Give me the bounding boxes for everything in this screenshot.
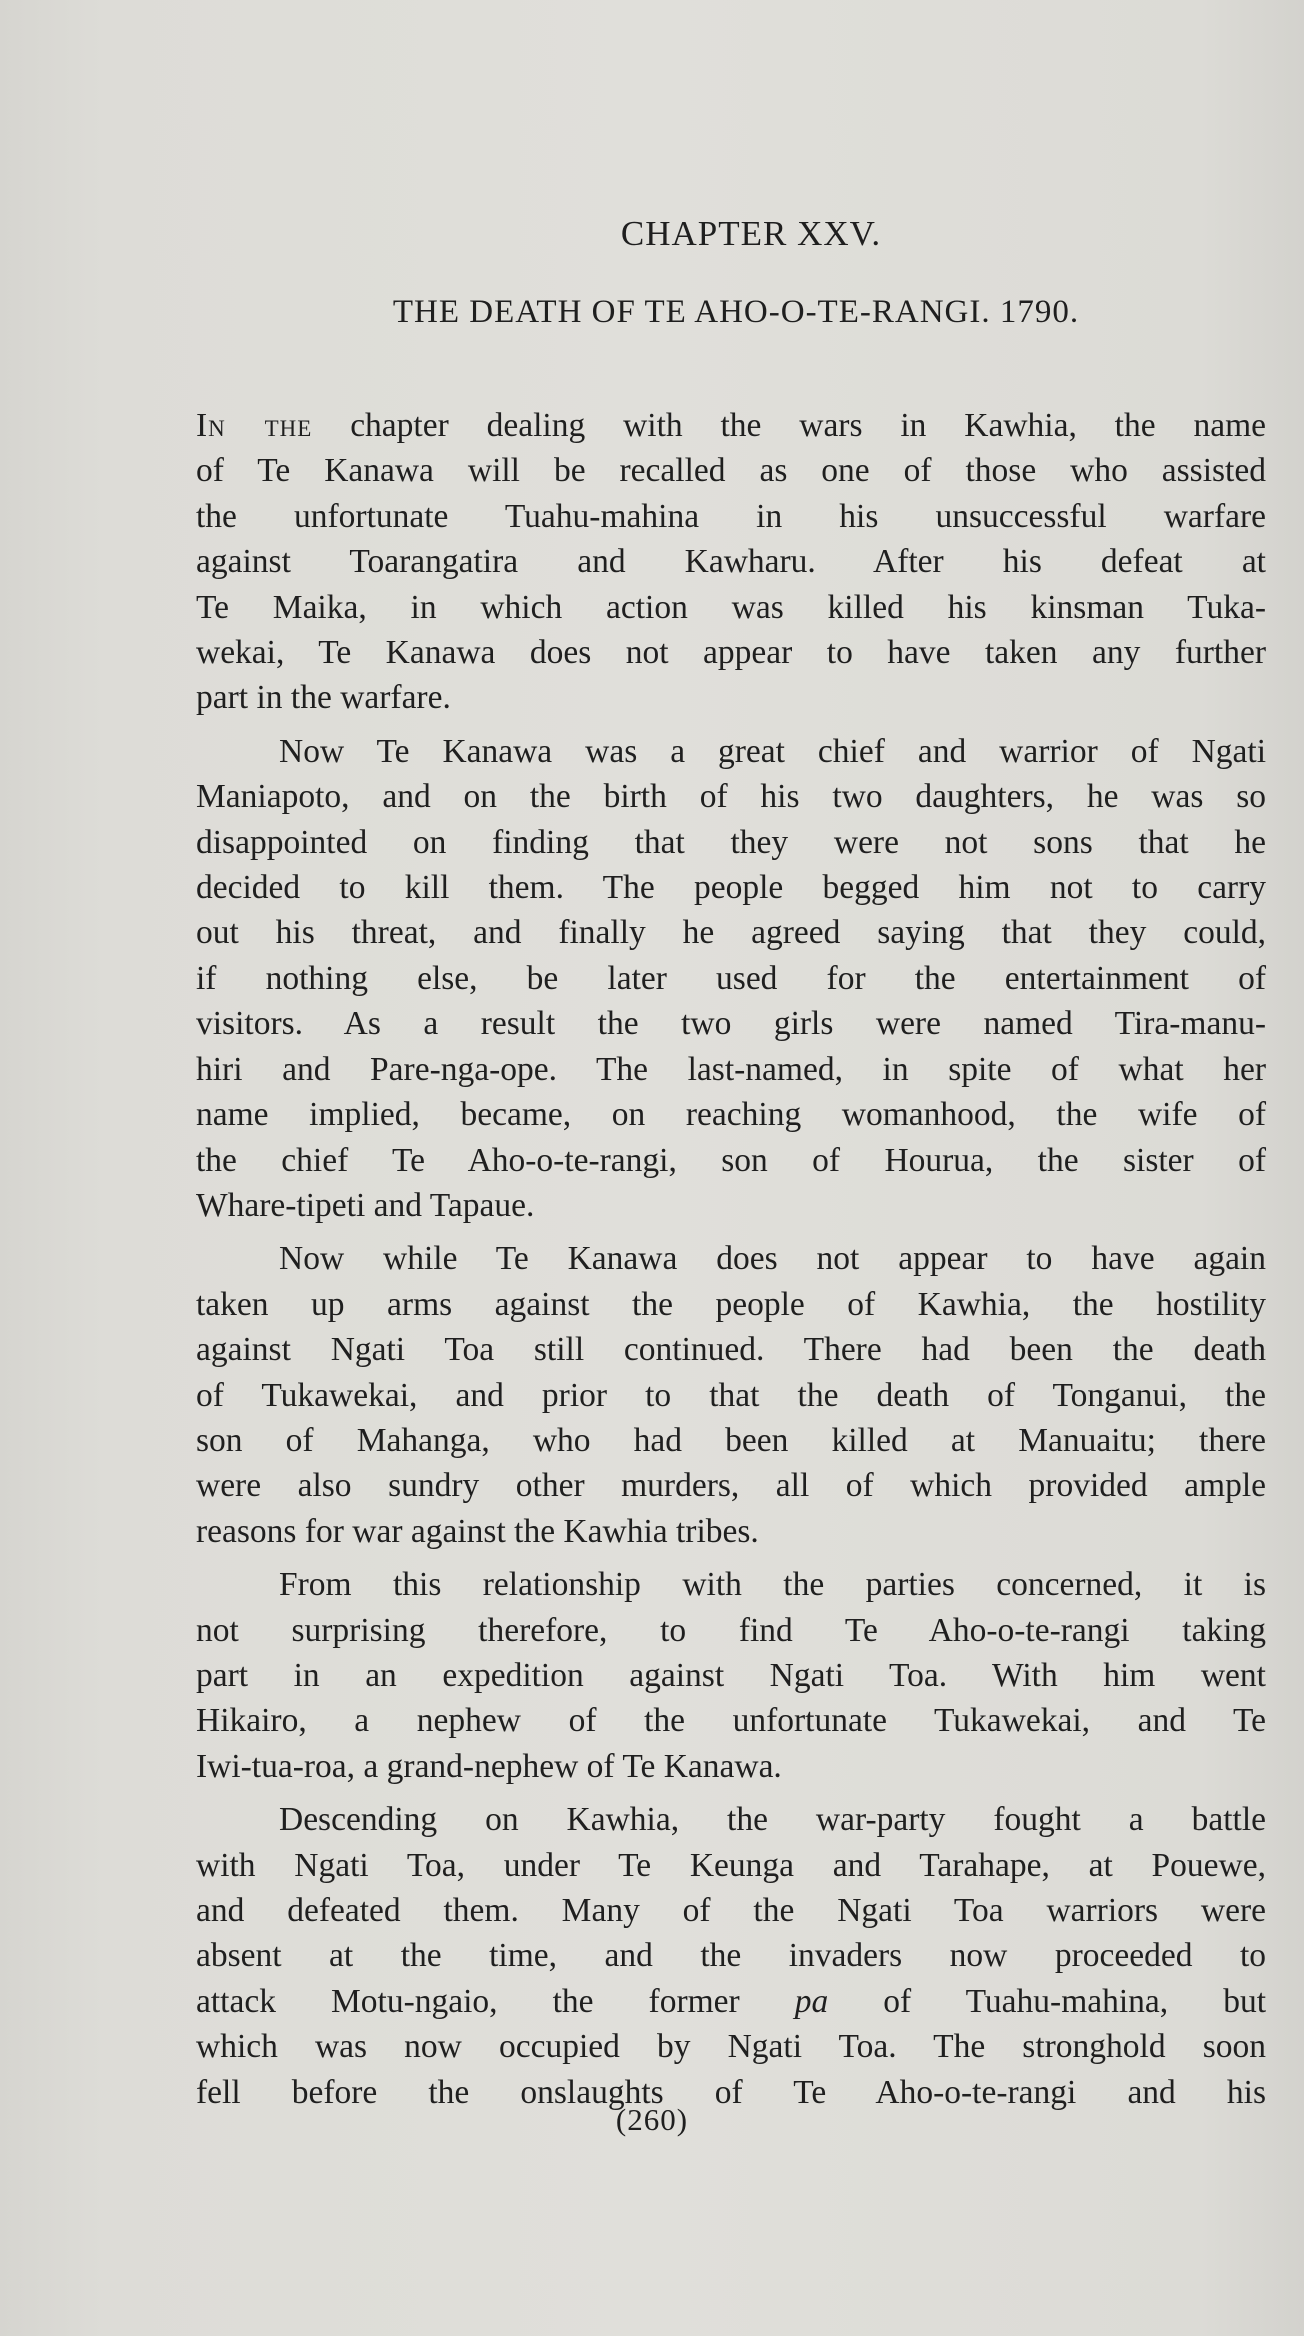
- text-line: son of Mahanga, who had been killed at Manuaitu; there: [196, 1421, 1266, 1459]
- text-line: part in an expedition against Ngati Toa. With him went: [196, 1656, 1266, 1694]
- text-line: taken up arms against the people of Kawhia, the hostility: [196, 1285, 1266, 1323]
- text-line: Hikairo, a nephew of the unfortunate Tukawekai, and Te: [196, 1702, 1266, 1740]
- text-line: Whare-tipeti and Tapaue.: [196, 1186, 535, 1224]
- text-line: visitors. As a result the two girls were named Tira-manu-: [196, 1005, 1266, 1043]
- chapter-heading: CHAPTER XXV.: [620, 214, 882, 253]
- text-line: name implied, became, on reaching womanhood, the wife of: [196, 1096, 1266, 1134]
- paragraph: [196, 1797, 1266, 2115]
- text-line: wekai, Te Kanawa does not appear to have taken any further: [196, 634, 1266, 672]
- text-line: of Te Kanawa will be recalled as one of those who assisted: [196, 452, 1266, 490]
- italic-term: pa: [794, 1982, 829, 2020]
- text-line: absent at the time, and the invaders now proceeded to: [196, 1937, 1266, 1975]
- text-line: the chief Te Aho-o-te-rangi, son of Hourua, the sister of: [196, 1141, 1266, 1179]
- text-line: out his threat, and finally he agreed saying that they could,: [196, 914, 1266, 952]
- text-line: [196, 1979, 1266, 2024]
- text-line: against Toarangatira and Kawharu. After his defeat at: [196, 543, 1266, 581]
- text-line: Now while Te Kanawa does not appear to have again: [279, 1240, 1266, 1278]
- paragraph: [196, 403, 1266, 721]
- text-span: attack Motu-ngaio, the former: [196, 1982, 740, 2020]
- text-line: disappointed on finding that they were not sons that he: [196, 823, 1266, 861]
- text-line: hiri and Pare-nga-ope. The last-named, in spite of what her: [196, 1050, 1266, 1088]
- text-line: Te Maika, in which action was killed his kinsman Tuka-: [196, 588, 1266, 626]
- page-number: (260): [615, 2102, 689, 2137]
- text-line: fell before the onslaughts of Te Aho-o-te-rangi and his: [196, 2073, 1266, 2111]
- paragraph: [196, 729, 1266, 1228]
- paragraph: [196, 1236, 1266, 1554]
- small-caps-lead: In the: [196, 407, 313, 444]
- text-line: From this relationship with the parties concerned, it is: [279, 1566, 1266, 1604]
- text-line: decided to kill them. The people begged him not to carry: [196, 869, 1266, 907]
- text-line: [196, 403, 1266, 448]
- text-line: with Ngati Toa, under Te Keunga and Tarahape, at Pouewe,: [196, 1846, 1266, 1884]
- text-line: Now Te Kanawa was a great chief and warrior of Ngati: [279, 732, 1266, 770]
- chapter-title: THE DEATH OF TE AHO-O-TE-RANGI. 1790.: [392, 294, 1080, 330]
- text-line: the unfortunate Tuahu-mahina in his unsuccessful warfare: [196, 497, 1266, 535]
- text-line: if nothing else, be later used for the entertainment of: [196, 959, 1266, 997]
- text-line: Iwi-tua-roa, a grand-nephew of Te Kanawa.: [196, 1747, 782, 1785]
- text-span: chapter dealing with the wars in Kawhia, the name: [350, 407, 1266, 444]
- text-line: reasons for war against the Kawhia tribes.: [196, 1512, 759, 1550]
- text-line: of Tukawekai, and prior to that the death of Tonganui, the: [196, 1376, 1266, 1414]
- text-line: Descending on Kawhia, the war-party fought a battle: [279, 1801, 1266, 1839]
- paragraph: [196, 1562, 1266, 1789]
- text-line: not surprising therefore, to find Te Aho-o-te-rangi taking: [196, 1611, 1266, 1649]
- text-line: against Ngati Toa still continued. There had been the death: [196, 1331, 1266, 1369]
- body-text: [196, 403, 1266, 2115]
- text-line: and defeated them. Many of the Ngati Toa warriors were: [196, 1892, 1266, 1929]
- text-span: of Tuahu-mahina, but: [883, 1982, 1267, 2020]
- text-line: Maniapoto, and on the birth of his two daughters, he was so: [196, 778, 1266, 816]
- page-content: [196, 200, 1266, 2123]
- text-line: were also sundry other murders, all of which provided ample: [196, 1467, 1266, 1505]
- text-line: part in the warfare.: [196, 679, 451, 717]
- text-line: which was now occupied by Ngati Toa. The stronghold soon: [196, 2028, 1266, 2066]
